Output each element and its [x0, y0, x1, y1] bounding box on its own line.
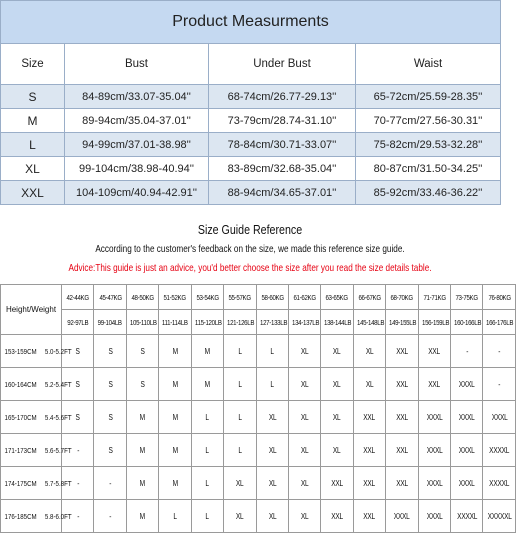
height-cell [1, 335, 72, 368]
size-recommendation-cell: XXL [353, 467, 385, 500]
weight-lb-header: 127-133LB [256, 310, 288, 335]
size-recommendation-cell: XL [256, 401, 288, 434]
under-bust-cell: 73-79cm/28.74-31.10'' [209, 109, 356, 133]
size-recommendation-cell: XXXXXL [483, 500, 515, 533]
header-under-bust: Under Bust [209, 44, 356, 85]
weight-lb-header: 160-166LB [451, 310, 483, 335]
size-recommendation-cell: XXXXL [483, 467, 515, 500]
size-cell: XXL [1, 181, 65, 205]
size-recommendation-cell: - [62, 467, 94, 500]
size-guide-row [1, 335, 516, 368]
size-recommendation-cell: M [126, 500, 158, 533]
weight-kg-header: 76-80KG [483, 285, 515, 310]
size-recommendation-cell: XL [321, 401, 353, 434]
header-waist: Waist [356, 44, 501, 85]
size-recommendation-cell: - [483, 368, 515, 401]
weight-lb-header: 138-144LB [321, 310, 353, 335]
bust-cell: 99-104cm/38.98-40.94'' [65, 157, 209, 181]
size-recommendation-cell: XL [256, 434, 288, 467]
size-recommendation-cell: S [126, 335, 158, 368]
size-recommendation-cell: M [159, 335, 191, 368]
size-recommendation-cell: XL [321, 335, 353, 368]
measurement-row [1, 181, 501, 205]
weight-lb-header: 121-126LB [224, 310, 256, 335]
measurement-table [0, 0, 501, 205]
weight-lb-header: 99-104LB [94, 310, 126, 335]
size-guide [0, 216, 514, 521]
size-recommendation-cell: XL [224, 500, 256, 533]
measurement-row [1, 109, 501, 133]
height-cell [1, 467, 72, 500]
size-recommendation-cell: S [62, 368, 94, 401]
weight-kg-header: 66-67KG [353, 285, 385, 310]
size-recommendation-cell: - [451, 335, 483, 368]
weight-lb-header: 166-176LB [483, 310, 515, 335]
weight-kg-header: 73-75KG [451, 285, 483, 310]
size-recommendation-cell: L [224, 368, 256, 401]
size-recommendation-cell: XXXL [451, 368, 483, 401]
size-recommendation-cell: XXXL [451, 467, 483, 500]
size-recommendation-cell: XL [353, 335, 385, 368]
size-recommendation-cell: XXXXL [483, 434, 515, 467]
weight-kg-header: 63-65KG [321, 285, 353, 310]
size-recommendation-cell: XXL [386, 467, 418, 500]
size-recommendation-cell: S [94, 335, 126, 368]
size-recommendation-cell: XXL [386, 401, 418, 434]
size-recommendation-cell: XL [224, 467, 256, 500]
size-recommendation-cell: XL [353, 368, 385, 401]
height-cell [1, 401, 72, 434]
height-cell [1, 434, 72, 467]
size-recommendation-cell: XXXL [451, 401, 483, 434]
header-size: Size [1, 44, 65, 85]
size-recommendation-cell: XL [288, 500, 320, 533]
size-recommendation-cell: XXXL [418, 467, 450, 500]
size-guide-subtitle: According to the customer's feedback on the size, we made this reference size guide. [95, 243, 405, 255]
weight-kg-header: 61-62KG [288, 285, 320, 310]
weight-kg-header: 48-50KG [126, 285, 158, 310]
size-recommendation-cell: XXXXL [451, 500, 483, 533]
weight-kg-row [1, 285, 516, 310]
weight-kg-header: 53-54KG [191, 285, 223, 310]
height-cm: 165-170CM [4, 412, 37, 422]
height-cm: 160-164CM [4, 379, 37, 389]
size-recommendation-cell: - [94, 500, 126, 533]
height-ft: 5.4-5.6FT [45, 412, 72, 422]
size-cell: S [1, 85, 65, 109]
size-recommendation-cell: XXL [353, 401, 385, 434]
size-recommendation-cell: XL [288, 335, 320, 368]
size-recommendation-cell: XXXL [418, 500, 450, 533]
waist-cell: 65-72cm/25.59-28.35'' [356, 85, 501, 109]
measurement-row [1, 157, 501, 181]
size-recommendation-cell: - [62, 434, 94, 467]
size-recommendation-cell: - [62, 500, 94, 533]
size-recommendation-cell: XL [288, 434, 320, 467]
size-recommendation-cell: M [191, 335, 223, 368]
height-ft: 5.6-5.7FT [45, 445, 72, 455]
waist-cell: 85-92cm/33.46-36.22'' [356, 181, 501, 205]
height-ft: 5.0-5.2FT [45, 346, 72, 356]
weight-kg-header: 58-60KG [256, 285, 288, 310]
height-cm: 176-185CM [4, 511, 37, 521]
size-recommendation-cell: - [483, 335, 515, 368]
size-recommendation-cell: XL [321, 434, 353, 467]
size-recommendation-cell: XXL [353, 434, 385, 467]
size-recommendation-cell: XL [288, 467, 320, 500]
size-recommendation-cell: XXXL [418, 401, 450, 434]
measurement-row [1, 133, 501, 157]
size-recommendation-cell: L [224, 434, 256, 467]
size-cell: XL [1, 157, 65, 181]
size-recommendation-cell: XXL [386, 335, 418, 368]
height-cm: 171-173CM [4, 445, 37, 455]
size-recommendation-cell: L [256, 368, 288, 401]
size-guide-row [1, 500, 516, 533]
size-recommendation-cell: L [191, 500, 223, 533]
size-recommendation-cell: XXXL [418, 434, 450, 467]
under-bust-cell: 78-84cm/30.71-33.07'' [209, 133, 356, 157]
height-cm: 174-175CM [4, 478, 37, 488]
size-recommendation-cell: L [191, 434, 223, 467]
bust-cell: 104-109cm/40.94-42.91'' [65, 181, 209, 205]
weight-kg-header: 45-47KG [94, 285, 126, 310]
size-cell: L [1, 133, 65, 157]
size-recommendation-cell: XXL [321, 467, 353, 500]
size-recommendation-cell: S [94, 401, 126, 434]
size-recommendation-cell: XL [288, 368, 320, 401]
size-guide-row [1, 434, 516, 467]
weight-lb-header: 105-110LB [126, 310, 158, 335]
size-recommendation-cell: L [224, 335, 256, 368]
weight-lb-header: 149-155LB [386, 310, 418, 335]
weight-lb-header: 134-137LB [288, 310, 320, 335]
bust-cell: 94-99cm/37.01-38.98'' [65, 133, 209, 157]
bust-cell: 89-94cm/35.04-37.01'' [65, 109, 209, 133]
size-recommendation-cell: L [191, 467, 223, 500]
size-recommendation-cell: L [159, 500, 191, 533]
weight-kg-header: 42-44KG [62, 285, 94, 310]
height-cm: 153-159CM [4, 346, 37, 356]
size-guide-title: Size Guide Reference [197, 222, 303, 237]
size-guide-row [1, 368, 516, 401]
size-guide-table [0, 284, 516, 533]
under-bust-cell: 88-94cm/34.65-37.01'' [209, 181, 356, 205]
size-recommendation-cell: S [94, 368, 126, 401]
weight-kg-header: 68-70KG [386, 285, 418, 310]
weight-lb-header: 156-159LB [418, 310, 450, 335]
height-ft: 5.2-5.4FT [45, 379, 72, 389]
waist-cell: 70-77cm/27.56-30.31'' [356, 109, 501, 133]
size-recommendation-cell: L [224, 401, 256, 434]
header-bust: Bust [65, 44, 209, 85]
size-recommendation-cell: M [126, 434, 158, 467]
size-recommendation-cell: M [159, 434, 191, 467]
size-recommendation-cell: M [126, 401, 158, 434]
size-recommendation-cell: XXL [418, 335, 450, 368]
height-weight-label: Height/Weight [1, 285, 62, 335]
size-recommendation-cell: M [126, 467, 158, 500]
size-recommendation-cell: M [159, 401, 191, 434]
measurement-title: Product Measurments [1, 1, 501, 44]
size-guide-advice: Advice:This guide is just an advice, you'd better choose the size after you read the size details table. [68, 262, 432, 274]
waist-cell: 80-87cm/31.50-34.25'' [356, 157, 501, 181]
size-recommendation-cell: S [94, 434, 126, 467]
weight-lb-header: 92-97LB [62, 310, 94, 335]
size-recommendation-cell: XL [256, 500, 288, 533]
under-bust-cell: 68-74cm/26.77-29.13'' [209, 85, 356, 109]
height-cell [1, 368, 72, 401]
size-recommendation-cell: XXL [321, 500, 353, 533]
size-recommendation-cell: M [191, 368, 223, 401]
size-recommendation-cell: S [62, 401, 94, 434]
weight-lb-header: 115-120LB [191, 310, 223, 335]
size-recommendation-cell: XXL [418, 368, 450, 401]
size-cell: M [1, 109, 65, 133]
size-recommendation-cell: XXL [353, 500, 385, 533]
bust-cell: 84-89cm/33.07-35.04'' [65, 85, 209, 109]
weight-kg-header: 51-52KG [159, 285, 191, 310]
size-recommendation-cell: S [126, 368, 158, 401]
weight-lb-header: 145-148LB [353, 310, 385, 335]
size-guide-row [1, 401, 516, 434]
height-ft: 5.7-5.8FT [45, 478, 72, 488]
size-recommendation-cell: M [159, 368, 191, 401]
size-recommendation-cell: XXXL [451, 434, 483, 467]
size-guide-row [1, 467, 516, 500]
size-recommendation-cell: XXL [386, 368, 418, 401]
weight-lb-row [1, 310, 516, 335]
measurement-row [1, 85, 501, 109]
size-recommendation-cell: XXXL [386, 500, 418, 533]
size-recommendation-cell: L [256, 335, 288, 368]
weight-kg-header: 71-71KG [418, 285, 450, 310]
height-ft: 5.8-6.0FT [45, 511, 72, 521]
waist-cell: 75-82cm/29.53-32.28'' [356, 133, 501, 157]
size-recommendation-cell: S [62, 335, 94, 368]
weight-lb-header: 111-114LB [159, 310, 191, 335]
under-bust-cell: 83-89cm/32.68-35.04'' [209, 157, 356, 181]
height-cell [1, 500, 72, 533]
size-recommendation-cell: L [191, 401, 223, 434]
size-recommendation-cell: XL [256, 467, 288, 500]
size-recommendation-cell: XL [288, 401, 320, 434]
size-recommendation-cell: - [94, 467, 126, 500]
size-recommendation-cell: XXL [386, 434, 418, 467]
size-recommendation-cell: M [159, 467, 191, 500]
size-recommendation-cell: XL [321, 368, 353, 401]
size-recommendation-cell: XXXL [483, 401, 515, 434]
weight-kg-header: 55-57KG [224, 285, 256, 310]
